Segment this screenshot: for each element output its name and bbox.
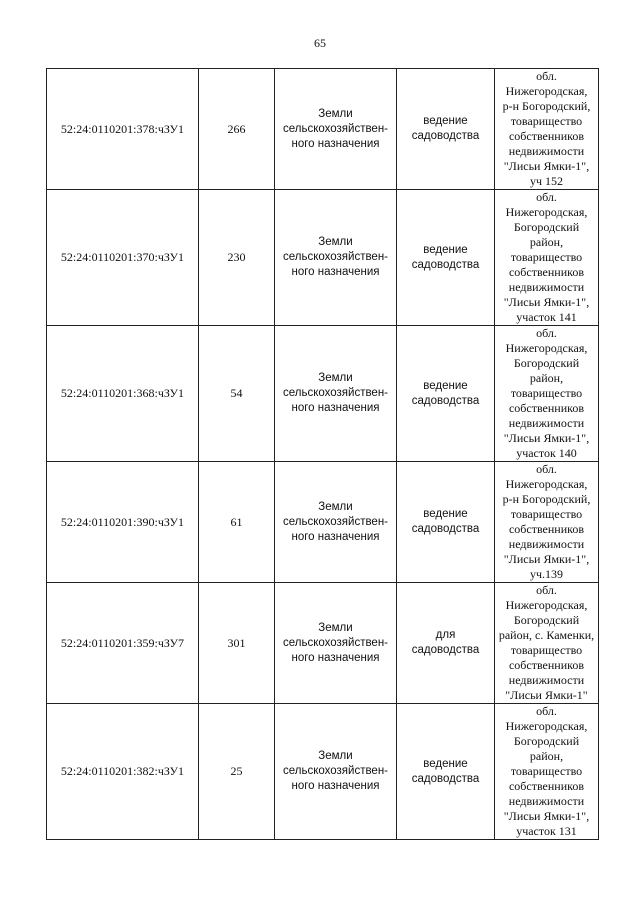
- address-line: Нижегородская,: [505, 84, 588, 98]
- address-line: "Лисьи Ямки-1",: [503, 159, 590, 173]
- address-line: район, с. Каменки,: [498, 628, 595, 642]
- category-line: Земли: [318, 372, 353, 384]
- address-line: уч 152: [529, 174, 564, 188]
- address-line: товарищество: [510, 764, 583, 778]
- address-line: недвижимости: [508, 537, 585, 551]
- address-line: Нижегородская,: [505, 598, 588, 612]
- use-line: ведение: [423, 115, 468, 127]
- address-line: собственников: [508, 522, 585, 536]
- land-category-cell: [275, 326, 397, 462]
- land-category-cell: [275, 69, 397, 190]
- address-line: Богородский: [513, 613, 580, 627]
- land-category-cell: [275, 583, 397, 704]
- address-line: обл.: [536, 462, 557, 476]
- address-line: участок 131: [516, 824, 577, 838]
- table-row: [47, 190, 599, 326]
- address-line: "Лисьи Ямки-1": [505, 688, 588, 702]
- address-line: уч.139: [529, 567, 564, 581]
- permitted-use-cell: [397, 69, 495, 190]
- address-line: собственников: [508, 658, 585, 672]
- table-row: [47, 583, 599, 704]
- category-line: ного назначения: [291, 530, 380, 543]
- permitted-use-cell: [397, 462, 495, 583]
- address-cell: [495, 69, 599, 190]
- address-cell: [495, 326, 599, 462]
- address-cell: [495, 583, 599, 704]
- category-line: сельскохозяйствен-: [282, 515, 389, 528]
- address-cell: [495, 190, 599, 326]
- table-row: [47, 704, 599, 840]
- use-line: ведение: [423, 757, 468, 770]
- area-cell: 25: [199, 704, 275, 840]
- address-line: Богородский: [513, 220, 580, 234]
- address-line: Богородский: [513, 734, 580, 748]
- category-line: ного назначения: [291, 402, 380, 414]
- address-line: недвижимости: [508, 673, 585, 687]
- area-cell: 266: [199, 69, 275, 190]
- address-line: собственников: [508, 129, 585, 143]
- land-category-cell: [275, 190, 397, 326]
- address-line: недвижимости: [508, 794, 585, 808]
- use-line: садоводства: [411, 130, 480, 142]
- use-line: садоводства: [411, 258, 480, 271]
- permitted-use-cell: [397, 326, 495, 462]
- address-line: район,: [529, 371, 564, 385]
- cadastral-number-cell: 52:24:0110201:368:чЗУ1: [47, 326, 199, 462]
- address-line: район,: [529, 749, 564, 763]
- address-line: Богородский: [513, 356, 580, 370]
- address-line: товарищество: [510, 643, 583, 657]
- category-line: Земли: [318, 621, 353, 634]
- address-line: недвижимости: [508, 144, 585, 158]
- cadastral-number-cell: 52:24:0110201:359:чЗУ7: [47, 583, 199, 704]
- table-body: [47, 69, 599, 840]
- address-line: товарищество: [510, 250, 583, 264]
- page-number: 65: [314, 36, 326, 50]
- permitted-use-cell: [397, 583, 495, 704]
- address-line: р-н Богородский,: [502, 99, 591, 113]
- category-line: Земли: [318, 750, 353, 762]
- category-line: сельскохозяйствен-: [282, 122, 389, 135]
- category-line: ного назначения: [291, 266, 380, 278]
- address-line: Нижегородская,: [505, 341, 588, 355]
- category-line: Земли: [318, 107, 353, 120]
- address-line: собственников: [508, 265, 585, 279]
- land-category-cell: [275, 704, 397, 840]
- address-line: товарищество: [510, 386, 583, 400]
- cadastral-number-cell: 52:24:0110201:370:чЗУ1: [47, 190, 199, 326]
- address-line: обл.: [536, 704, 557, 718]
- address-line: Нижегородская,: [505, 477, 588, 491]
- category-line: Земли: [318, 500, 353, 513]
- use-line: ведение: [423, 508, 468, 520]
- land-category-cell: [275, 462, 397, 583]
- address-line: обл.: [536, 69, 557, 83]
- address-line: товарищество: [510, 507, 583, 521]
- address-line: обл.: [536, 583, 557, 597]
- address-line: Нижегородская,: [505, 719, 588, 733]
- address-line: обл.: [536, 326, 557, 340]
- category-line: сельскохозяйствен-: [282, 251, 389, 263]
- table-row: [47, 69, 599, 190]
- use-line: садоводства: [411, 772, 480, 785]
- permitted-use-cell: [397, 190, 495, 326]
- address-line: район,: [529, 235, 564, 249]
- address-line: собственников: [508, 779, 585, 793]
- land-plot-table: [46, 68, 599, 840]
- use-line: ведение: [423, 243, 468, 256]
- address-line: Нижегородская,: [505, 205, 588, 219]
- use-line: для: [435, 629, 456, 641]
- category-line: ного назначения: [291, 137, 380, 150]
- use-line: садоводства: [411, 523, 480, 535]
- address-cell: [495, 462, 599, 583]
- address-line: "Лисьи Ямки-1",: [503, 809, 590, 823]
- address-line: участок 141: [516, 310, 577, 324]
- category-line: сельскохозяйствен-: [282, 765, 389, 777]
- address-line: "Лисьи Ямки-1",: [503, 431, 590, 445]
- cadastral-number-cell: 52:24:0110201:390:чЗУ1: [47, 462, 199, 583]
- address-line: участок 140: [516, 446, 577, 460]
- address-line: недвижимости: [508, 280, 585, 294]
- address-line: р-н Богородский,: [502, 492, 591, 506]
- table-row: [47, 326, 599, 462]
- cadastral-number-cell: 52:24:0110201:378:чЗУ1: [47, 69, 199, 190]
- use-line: садоводства: [411, 394, 480, 407]
- cadastral-number-cell: 52:24:0110201:382:чЗУ1: [47, 704, 199, 840]
- use-line: ведение: [423, 379, 468, 392]
- address-line: собственников: [508, 401, 585, 415]
- category-line: сельскохозяйствен-: [282, 387, 389, 399]
- area-cell: 61: [199, 462, 275, 583]
- table-row: [47, 462, 599, 583]
- area-cell: 230: [199, 190, 275, 326]
- permitted-use-cell: [397, 704, 495, 840]
- category-line: ного назначения: [291, 780, 380, 792]
- area-cell: 301: [199, 583, 275, 704]
- address-line: "Лисьи Ямки-1",: [503, 552, 590, 566]
- address-line: товарищество: [510, 114, 583, 128]
- category-line: сельскохозяйствен-: [282, 636, 389, 649]
- address-line: обл.: [536, 190, 557, 204]
- use-line: садоводства: [411, 644, 480, 656]
- category-line: ного назначения: [291, 651, 380, 664]
- area-cell: 54: [199, 326, 275, 462]
- address-line: "Лисьи Ямки-1",: [503, 295, 590, 309]
- address-cell: [495, 704, 599, 840]
- address-line: недвижимости: [508, 416, 585, 430]
- category-line: Земли: [318, 236, 353, 248]
